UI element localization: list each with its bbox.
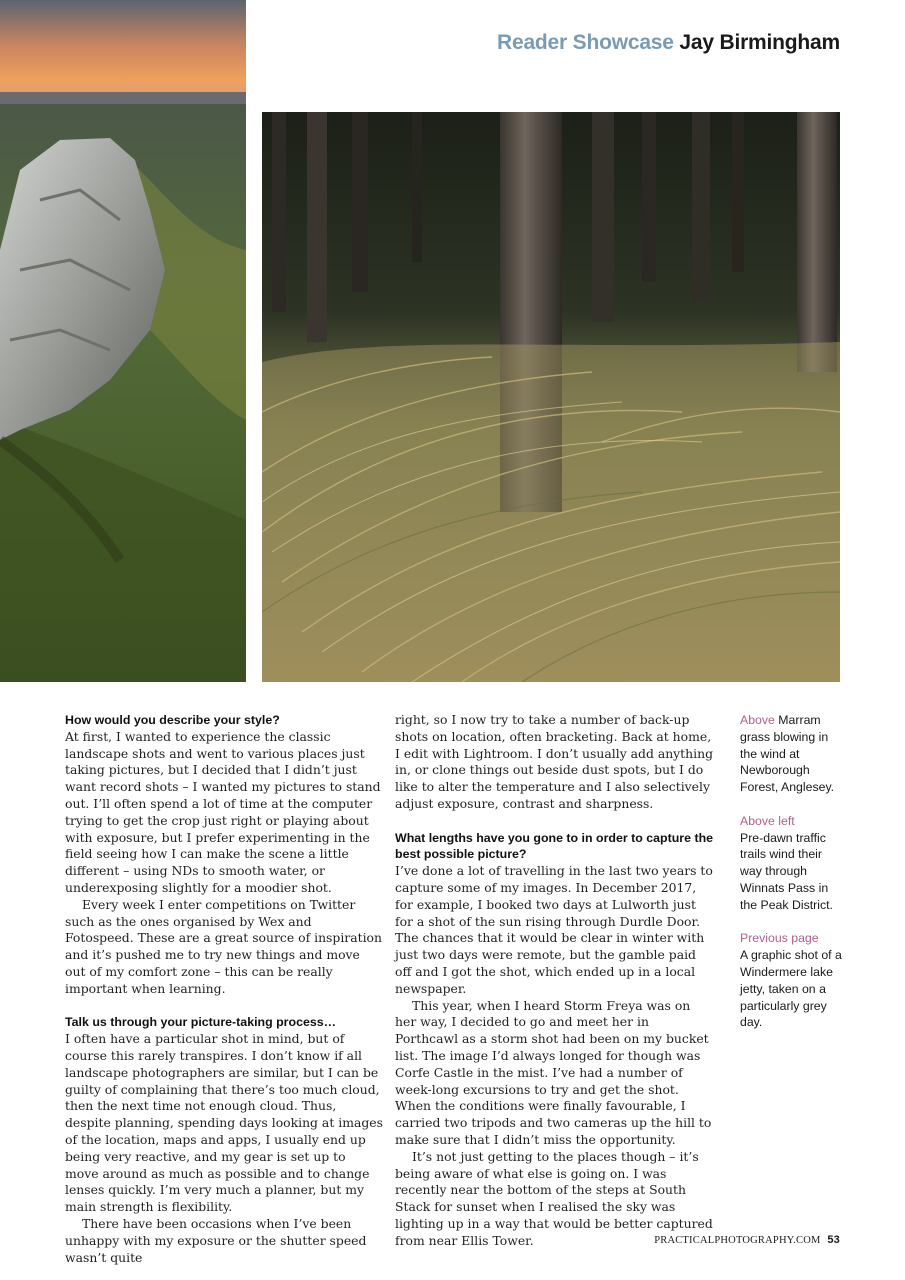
- page-header: [497, 31, 840, 55]
- paragraph-gap: [395, 813, 715, 830]
- photo-captions: [740, 712, 844, 1048]
- website-url: PRACTICALPHOTOGRAPHY.COM: [654, 1235, 821, 1246]
- caption-text: Pre-dawn traffic trails wind their way through Winnats Pass in the Peak District.: [740, 830, 833, 912]
- answer-paragraph: There have been occasions when I’ve been unhappy with my exposure or the shutter speed wasn’t quite: [65, 1215, 367, 1265]
- question-lengths: What lengths have you gone to in order to capture the best possible picture?: [395, 830, 714, 862]
- pine-forest-marram-grass-photo: [262, 112, 840, 682]
- caption-text: Marram grass blowing in the wind at Newborough Forest, Anglesey.: [740, 713, 835, 795]
- photographer-name: Jay Birmingham: [679, 31, 840, 54]
- caption-label: Previous page: [740, 931, 819, 946]
- photo-pine-forest: [262, 112, 840, 682]
- page-number: 53: [827, 1234, 840, 1246]
- caption-previous-page: [740, 930, 844, 1031]
- rocky-outcrop-at-dusk-photo: [0, 0, 246, 682]
- paragraph-gap: [65, 998, 383, 1015]
- caption-text: A graphic shot of a Windermere lake jetty, taken on a particularly grey day.: [740, 948, 842, 1030]
- caption-above: [740, 712, 844, 796]
- caption-above-left: [740, 813, 844, 914]
- article-column-1: [65, 712, 383, 1266]
- answer-paragraph: It’s not just getting to the places though – it’s being aware of what else is going on. I was recently near the bottom of the steps at South Stack for sunset when I realised the sky was lighting up in a way that would be better captured from near Ellis Tower.: [395, 1148, 713, 1248]
- article-column-2: [395, 712, 715, 1250]
- answer-paragraph: At first, I wanted to experience the classic landscape shots and went to various places just taking pictures, but I decided that I didn’t just want record shots – I wanted my pictures to stand out. I’ll often spend a lot of time at the computer trying to get the crop just right or playing about with exposure, but I prefer experimenting in the field seeing how I can make the scene a little different – using NDs to smooth water, or underexposing slightly for a moodier shot.: [65, 728, 381, 895]
- answer-paragraph: I’ve done a lot of travelling in the last two years to capture some of my images. In December 2017, for example, I booked two days at Lulworth just for a shot of the sun rising through Durdle Door. The chances that it would be clear in winter with just two days were remote, but the gamble paid off and I got the shot, which ended up in a local newspaper.: [395, 863, 713, 996]
- question-style: How would you describe your style?: [65, 713, 280, 727]
- answer-paragraph: This year, when I heard Storm Freya was on her way, I decided to go and meet her in Porthcawl as a storm shot had been on my bucket list. The image I’d always longed for though was Corfe Castle in the mist. I’ve had a number of week-long excursions to try and get the shot. When the conditions were finally favourable, I carried two tripods and two cameras up the hill to make sure that I didn’t miss the opportunity.: [395, 997, 712, 1147]
- answer-paragraph: Every week I enter competitions on Twitter such as the ones organised by Wex and Fotospeed. These are a great source of inspiration and it’s pushed me to try new things and move out of my comfort zone – this can be really important when learning.: [65, 896, 382, 996]
- page-footer: [654, 1234, 840, 1246]
- caption-label: Above left: [740, 813, 795, 828]
- caption-label: Above: [740, 713, 775, 727]
- answer-paragraph: right, so I now try to take a number of back-up shots on location, often bracketing. Back at home, I edit with Lightroom. I don’t usually add anything in, or clone things out beside dust spots, but I do like to alter the temperature and I also selectively adjust exposure, contrast and sharpness.: [395, 712, 714, 811]
- answer-paragraph: I often have a particular shot in mind, but of course this rarely transpires. I don’t know if all landscape photographers are similar, but I can be guilty of complaining that there’s too much cloud, then the next time not enough cloud. Thus, despite planning, spending days looking at images of the location, maps and apps, I usually end up being very reactive, and my gear is set up to move around as much as possible and to change lenses quickly. I’m very much a planner, but my main strength is flexibility.: [65, 1031, 383, 1215]
- question-process: Talk us through your picture-taking process…: [65, 1015, 337, 1030]
- photo-rocky-outcrop: [0, 0, 246, 682]
- section-title: Reader Showcase: [497, 31, 674, 54]
